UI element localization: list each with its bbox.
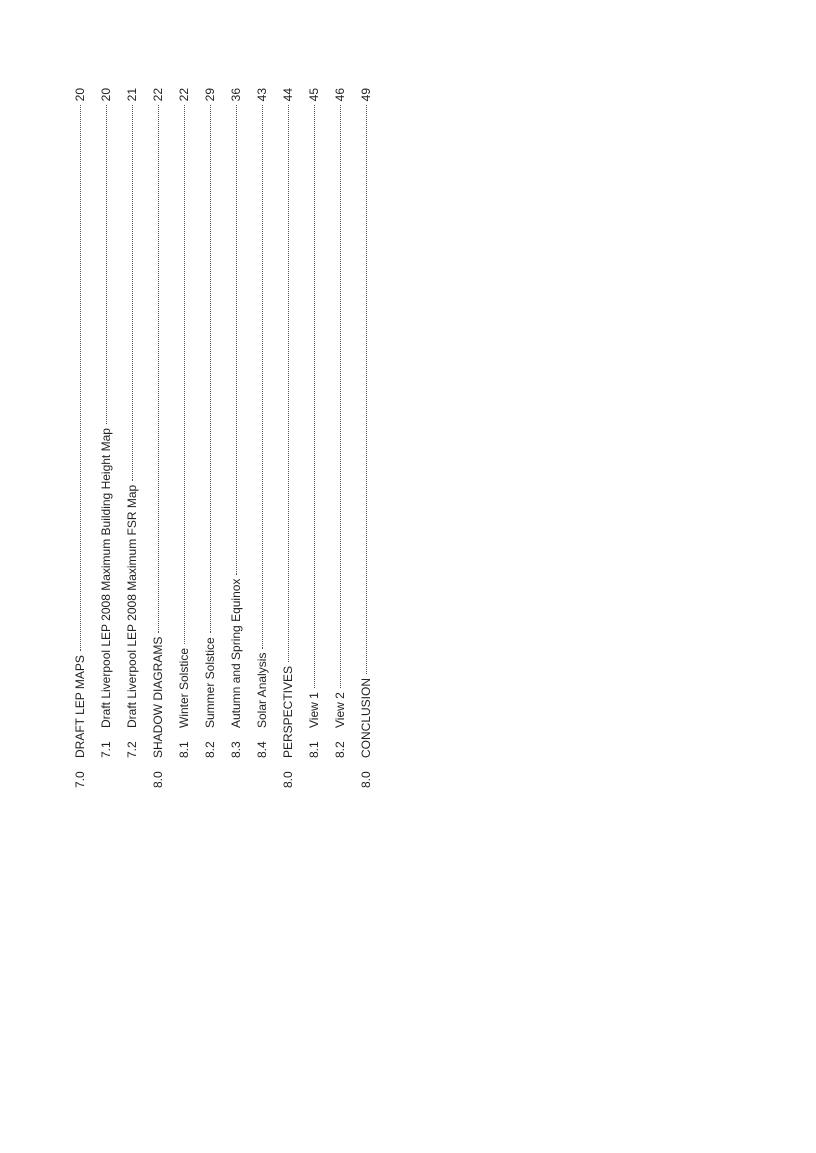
dot-leader bbox=[158, 105, 159, 632]
toc-entry bbox=[73, 88, 87, 758]
toc-title: CONCLUSION bbox=[359, 677, 373, 758]
toc-page-number: 46 bbox=[333, 88, 347, 102]
toc-subsection-number: 7.1 bbox=[99, 741, 113, 758]
dot-leader bbox=[340, 105, 341, 688]
toc-subsection-number: 7.2 bbox=[125, 741, 139, 758]
toc-title: SHADOW DIAGRAMS bbox=[151, 636, 165, 758]
toc-subsection-number: 8.1 bbox=[177, 741, 191, 758]
toc-entry bbox=[203, 88, 217, 728]
toc-page-number: 36 bbox=[229, 88, 243, 102]
dot-leader bbox=[236, 105, 237, 574]
toc-row[interactable] bbox=[73, 88, 89, 788]
dot-leader bbox=[210, 105, 211, 633]
toc-title: PERSPECTIVES bbox=[281, 665, 295, 758]
toc-title: DRAFT LEP MAPS bbox=[73, 655, 87, 758]
toc-row[interactable] bbox=[99, 88, 115, 788]
toc-page-number: 22 bbox=[151, 88, 165, 102]
toc-subsection-number: 8.2 bbox=[203, 741, 217, 758]
toc-row[interactable] bbox=[177, 88, 193, 788]
toc-title: Winter Solstice bbox=[177, 647, 191, 728]
dot-leader bbox=[314, 105, 315, 688]
toc-subsection-number: 8.1 bbox=[307, 741, 321, 758]
dot-leader bbox=[184, 105, 185, 644]
toc-entry bbox=[281, 88, 295, 758]
toc-page-number: 49 bbox=[359, 88, 373, 102]
toc-page-number: 44 bbox=[281, 88, 295, 102]
toc-entry bbox=[229, 88, 243, 728]
toc-title: Summer Solstice bbox=[203, 637, 217, 728]
toc-row[interactable] bbox=[229, 88, 245, 788]
toc-title: Solar Analysis bbox=[255, 652, 269, 728]
toc-entry bbox=[307, 88, 321, 728]
toc-title: View 1 bbox=[307, 692, 321, 728]
toc-entry bbox=[255, 88, 269, 728]
toc-row[interactable] bbox=[307, 88, 323, 788]
dot-leader bbox=[366, 105, 367, 674]
dot-leader bbox=[132, 105, 133, 480]
toc-row[interactable] bbox=[281, 88, 297, 788]
dot-leader bbox=[80, 105, 81, 651]
toc-section-number: 7.0 bbox=[73, 771, 87, 788]
toc-subsection-number: 8.4 bbox=[255, 741, 269, 758]
toc-title: Draft Liverpool LEP 2008 Maximum Building Height Map bbox=[99, 428, 113, 728]
toc-row[interactable] bbox=[333, 88, 349, 788]
toc-entry bbox=[151, 88, 165, 758]
toc-title: Draft Liverpool LEP 2008 Maximum FSR Map bbox=[125, 484, 139, 728]
toc-title: Autumn and Spring Equinox bbox=[229, 578, 243, 728]
toc-row[interactable] bbox=[359, 88, 375, 788]
toc-page-number: 20 bbox=[99, 88, 113, 102]
toc-title: View 2 bbox=[333, 692, 347, 728]
toc-row[interactable] bbox=[125, 88, 141, 788]
toc-page-number: 45 bbox=[307, 88, 321, 102]
toc-row[interactable] bbox=[203, 88, 219, 788]
dot-leader bbox=[106, 105, 107, 424]
toc-entry bbox=[359, 88, 373, 758]
toc-entry bbox=[177, 88, 191, 728]
toc-entry bbox=[333, 88, 347, 728]
toc-section-number: 8.0 bbox=[359, 771, 373, 788]
toc-page-number: 29 bbox=[203, 88, 217, 102]
dot-leader bbox=[288, 105, 289, 662]
toc-subsection-number: 8.2 bbox=[333, 741, 347, 758]
toc-section-number: 8.0 bbox=[151, 771, 165, 788]
toc-row[interactable] bbox=[151, 88, 167, 788]
toc-entry bbox=[125, 88, 139, 728]
table-of-contents bbox=[73, 88, 403, 788]
toc-page-number: 43 bbox=[255, 88, 269, 102]
toc-section-number: 8.0 bbox=[281, 771, 295, 788]
dot-leader bbox=[262, 105, 263, 648]
toc-page-number: 21 bbox=[125, 88, 139, 102]
toc-entry bbox=[99, 88, 113, 728]
toc-page-number: 20 bbox=[73, 88, 87, 102]
toc-row[interactable] bbox=[255, 88, 271, 788]
toc-page-number: 22 bbox=[177, 88, 191, 102]
toc-subsection-number: 8.3 bbox=[229, 741, 243, 758]
